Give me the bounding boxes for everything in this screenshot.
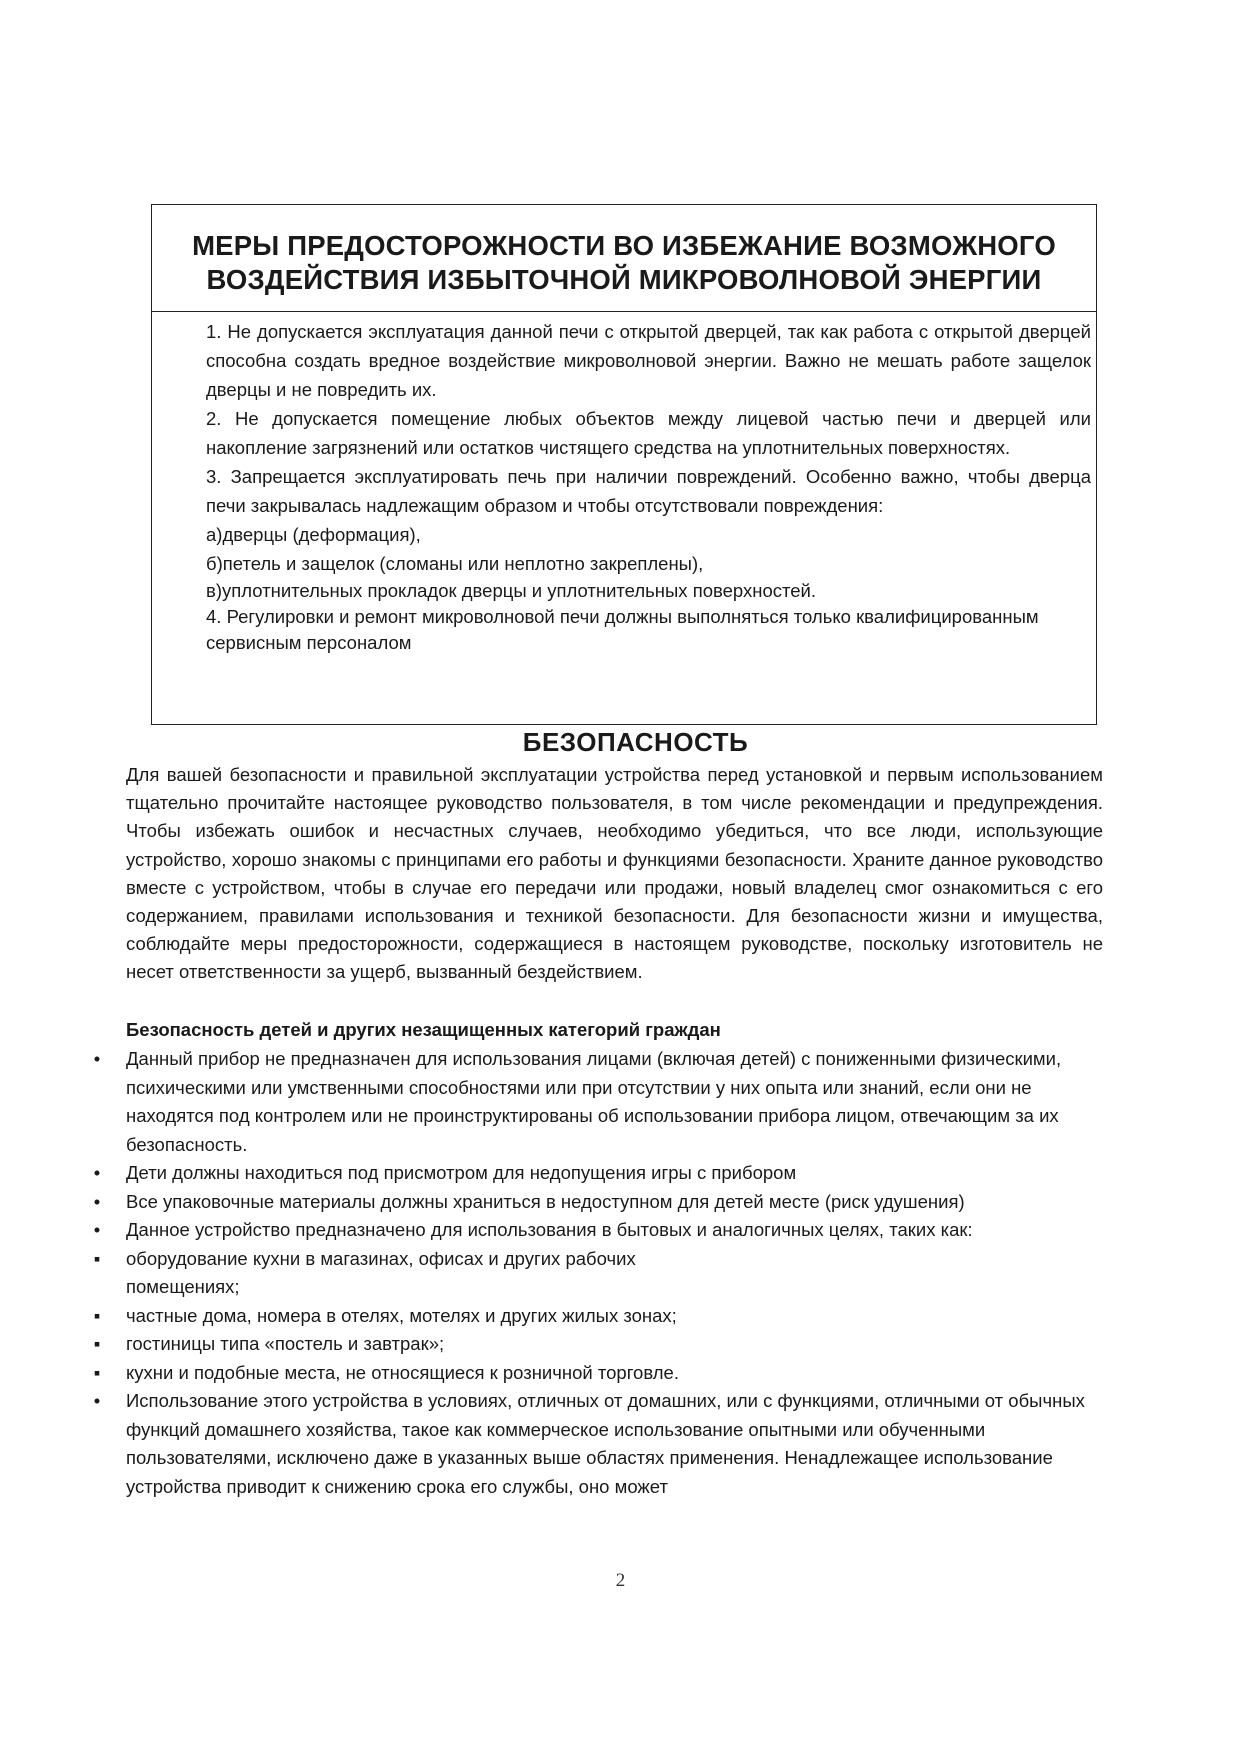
warning-item-1: 1. Не допускается эксплуатация данной печи с открытой дверцей, так как работа с открытой дверцей способна создать вредное воздействие микроволновой энергии. Важно не мешать работе защелок дверцы и не повредить их. bbox=[206, 321, 1091, 400]
list-item-text: частные дома, номера в отелях, мотелях и других жилых зонах; bbox=[126, 1304, 677, 1326]
warning-item-4: 4. Регулировки и ремонт микроволновой печи должны выполняться только квалифицированным сервисным персоналом bbox=[206, 606, 1039, 653]
warning-divider bbox=[152, 311, 1096, 312]
list-item-text: Все упаковочные материалы должны храниться в недоступном для детей месте (риск удушения) bbox=[126, 1190, 965, 1212]
bullet-icon: • bbox=[93, 1190, 101, 1212]
warning-list bbox=[206, 317, 1091, 656]
list-item-text: Данный прибор не предназначен для использования лицами (включая детей) с пониженными физическими, психическими или умственными способностями или при отсутствии у них опыта или знаний, если они не находятся под контролем или не проинструктированы об использовании прибора лицом, отвечающим за их безопасность. bbox=[126, 1048, 1062, 1155]
warning-subitem-a: а)дверцы (деформация), bbox=[206, 524, 421, 545]
list-item bbox=[93, 1387, 1101, 1501]
warning-title-line-2: ВОЗДЕЙСТВИЯ ИЗБЫТОЧНОЙ МИКРОВОЛНОВОЙ ЭНЕРГИИ bbox=[206, 264, 1042, 295]
warning-item-3: 3. Запрещается эксплуатировать печь при наличии повреждений. Особенно важно, чтобы дверца печи закрывалась надлежащим образом и чтобы отсутствовали повреждения: bbox=[206, 466, 1091, 516]
list-item-text: Использование этого устройства в условиях, отличных от домашних, или с функциями, отличными от обычных функций домашнего хозяйства, такое как коммерческое использование опытными или обученными пользователями, исключено даже в указанных выше областях применения. Ненадлежащее использование устройства приводит к снижению срока его службы, оно может bbox=[126, 1390, 1085, 1497]
bullet-icon: • bbox=[93, 1219, 101, 1240]
list-item bbox=[93, 1302, 1101, 1331]
warning-item-2: 2. Не допускается помещение любых объектов между лицевой частью печи и дверцей или накопление загрязнений или остатков чистящего средства на уплотнительных поверхностях. bbox=[206, 408, 1091, 458]
safety-intro-paragraph: Для вашей безопасности и правильной эксплуатации устройства перед установкой и первым использованием тщательно прочитайте настоящее руководство пользователя, в том числе рекомендации и предупреждения. Чтобы избежать ошибок и несчастных случаев, необходимо убедиться, что все люди, использующие устройство, хорошо знакомы с принципами его работы и функциями безопасности. Храните данное руководство вместе с устройством, чтобы в случае его передачи или продажи, новый владелец смог ознакомиться с его содержанием, правилами использования и техникой безопасности. Для безопасности жизни и имущества, соблюдайте меры предосторожности, содержащиеся в настоящем руководстве, поскольку изготовитель не несет ответственности за ущерб, вызванный бездействием. bbox=[126, 764, 1103, 983]
list-item-text: Данное устройство предназначено для использования в бытовых и аналогичных целях, таких как: bbox=[126, 1219, 973, 1240]
list-item-text: Дети должны находиться под присмотром для недопущения игры с прибором bbox=[126, 1162, 797, 1183]
square-bullet-icon: ▪ bbox=[93, 1361, 101, 1383]
bullet-icon: • bbox=[93, 1048, 101, 1069]
list-item bbox=[93, 1216, 1101, 1245]
warning-title-line-1: МЕРЫ ПРЕДОСТОРОЖНОСТИ ВО ИЗБЕЖАНИЕ ВОЗМОЖНОГО bbox=[192, 230, 1056, 261]
safety-bullet-list bbox=[93, 1045, 1101, 1501]
bullet-icon: • bbox=[93, 1390, 101, 1411]
list-item bbox=[93, 1330, 1101, 1359]
list-item bbox=[93, 1359, 1101, 1388]
list-item-text: оборудование кухни в магазинах, офисах и других рабочих помещениях; bbox=[126, 1247, 636, 1297]
children-safety-subheading: Безопасность детей и других незащищенных категорий граждан bbox=[126, 1019, 721, 1040]
warning-title bbox=[152, 229, 1096, 297]
safety-section-title: БЕЗОПАСНОСТЬ bbox=[522, 727, 749, 757]
square-bullet-icon: ▪ bbox=[93, 1304, 101, 1326]
bullet-icon: • bbox=[93, 1162, 101, 1183]
list-item-text: гостиницы типа «постель и завтрак»; bbox=[126, 1333, 445, 1354]
list-item bbox=[93, 1245, 746, 1302]
square-bullet-icon: ▪ bbox=[93, 1247, 101, 1269]
page-number: 2 bbox=[615, 1570, 626, 1591]
warning-subitem-b: б)петель и защелок (сломаны или неплотно закреплены), bbox=[206, 553, 704, 574]
list-item bbox=[93, 1188, 1101, 1217]
warning-subitem-c: в)уплотнительных прокладок дверцы и уплотнительных поверхностей. bbox=[206, 580, 817, 601]
list-item-text: кухни и подобные места, не относящиеся к розничной торговле. bbox=[126, 1361, 679, 1383]
list-item bbox=[93, 1045, 1101, 1159]
microwave-warning-box bbox=[151, 204, 1097, 725]
list-item bbox=[93, 1159, 1101, 1188]
square-bullet-icon: ▪ bbox=[93, 1333, 101, 1354]
